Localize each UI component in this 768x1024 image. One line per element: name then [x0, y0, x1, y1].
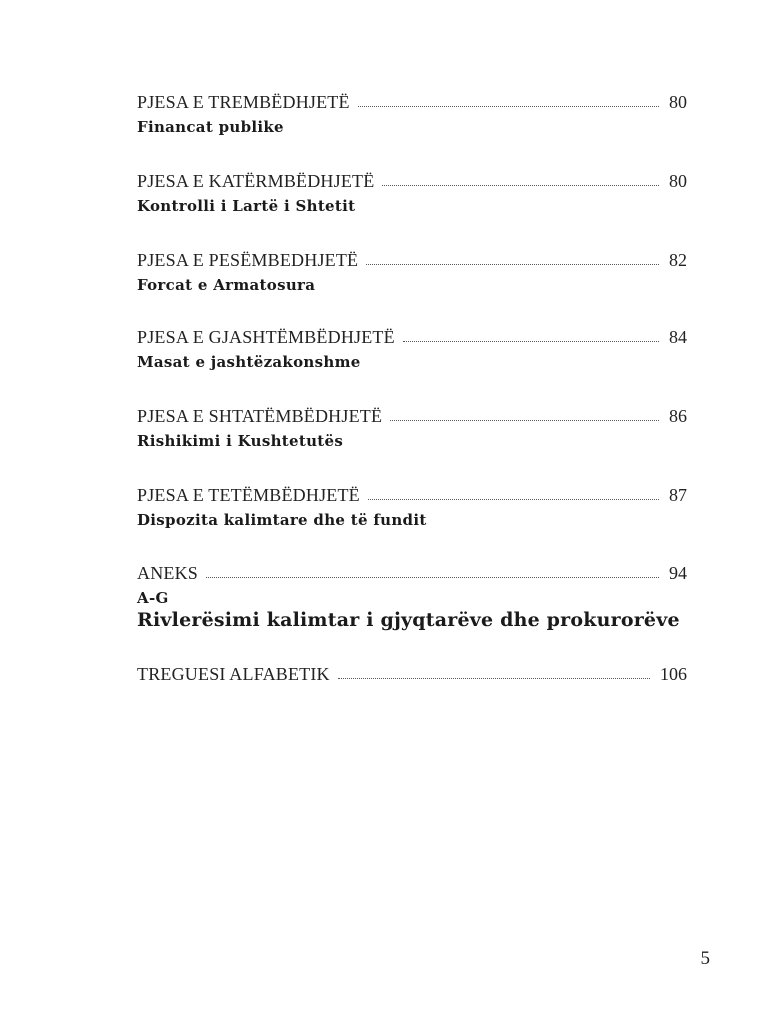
toc-subtitle: Forcat e Armatosura — [137, 276, 316, 294]
toc-subtitle: Dispozita kalimtare dhe të fundit — [137, 511, 427, 529]
toc-heading: PJESA E TETËMBËDHJETË — [137, 485, 360, 505]
toc-entry — [137, 92, 687, 136]
toc-page-number: 84 — [669, 327, 687, 347]
page-number: 5 — [700, 948, 710, 969]
toc-entry — [137, 485, 687, 529]
toc-line — [137, 563, 687, 587]
toc-line — [137, 664, 687, 688]
dot-leader — [338, 678, 650, 679]
toc-heading: PJESA E SHTATËMBËDHJETË — [137, 406, 383, 426]
toc-page-number: 82 — [669, 250, 687, 270]
toc-heading: PJESA E PESËMBEDHJETË — [137, 250, 359, 270]
toc-page-number: 94 — [669, 563, 687, 583]
dot-leader — [390, 420, 659, 421]
toc-subtitle: Kontrolli i Lartë i Shtetit — [137, 197, 356, 215]
toc-subtitle: Masat e jashtëzakonshme — [137, 353, 361, 371]
dot-leader — [206, 577, 659, 578]
toc-line — [137, 171, 687, 195]
toc-entry — [137, 327, 687, 371]
toc-entry — [137, 664, 687, 688]
dot-leader — [358, 106, 659, 107]
dot-leader — [366, 264, 659, 265]
toc-heading: PJESA E TREMBËDHJETË — [137, 92, 350, 112]
toc-page-number: 87 — [669, 485, 687, 505]
toc-page-number: 80 — [669, 92, 687, 112]
dot-leader — [382, 185, 659, 186]
toc-page-number: 86 — [669, 406, 687, 426]
toc-entry — [137, 250, 687, 294]
toc-entry — [137, 406, 687, 450]
toc-entry — [137, 563, 687, 631]
toc-heading: PJESA E KATËRMBËDHJETË — [137, 171, 375, 191]
toc-heading: TREGUESI ALFABETIK — [137, 664, 330, 684]
toc-line — [137, 250, 687, 274]
toc-line — [137, 485, 687, 509]
toc-page-number: 106 — [660, 664, 687, 684]
toc-subtitle-long: Rivlerësimi kalimtar i gjyqtarëve dhe prokurorëve — [137, 609, 680, 631]
toc-subtitle: A-G — [137, 589, 169, 607]
dot-leader — [403, 341, 659, 342]
toc-line — [137, 406, 687, 430]
toc-subtitle: Rishikimi i Kushtetutës — [137, 432, 344, 450]
toc-heading: ANEKS — [137, 563, 199, 583]
toc-line — [137, 92, 687, 116]
toc-subtitle: Financat publike — [137, 118, 284, 136]
toc-page-number: 80 — [669, 171, 687, 191]
toc-entry — [137, 171, 687, 215]
dot-leader — [368, 499, 659, 500]
toc-line — [137, 327, 687, 351]
toc-heading: PJESA E GJASHTËMBËDHJETË — [137, 327, 395, 347]
